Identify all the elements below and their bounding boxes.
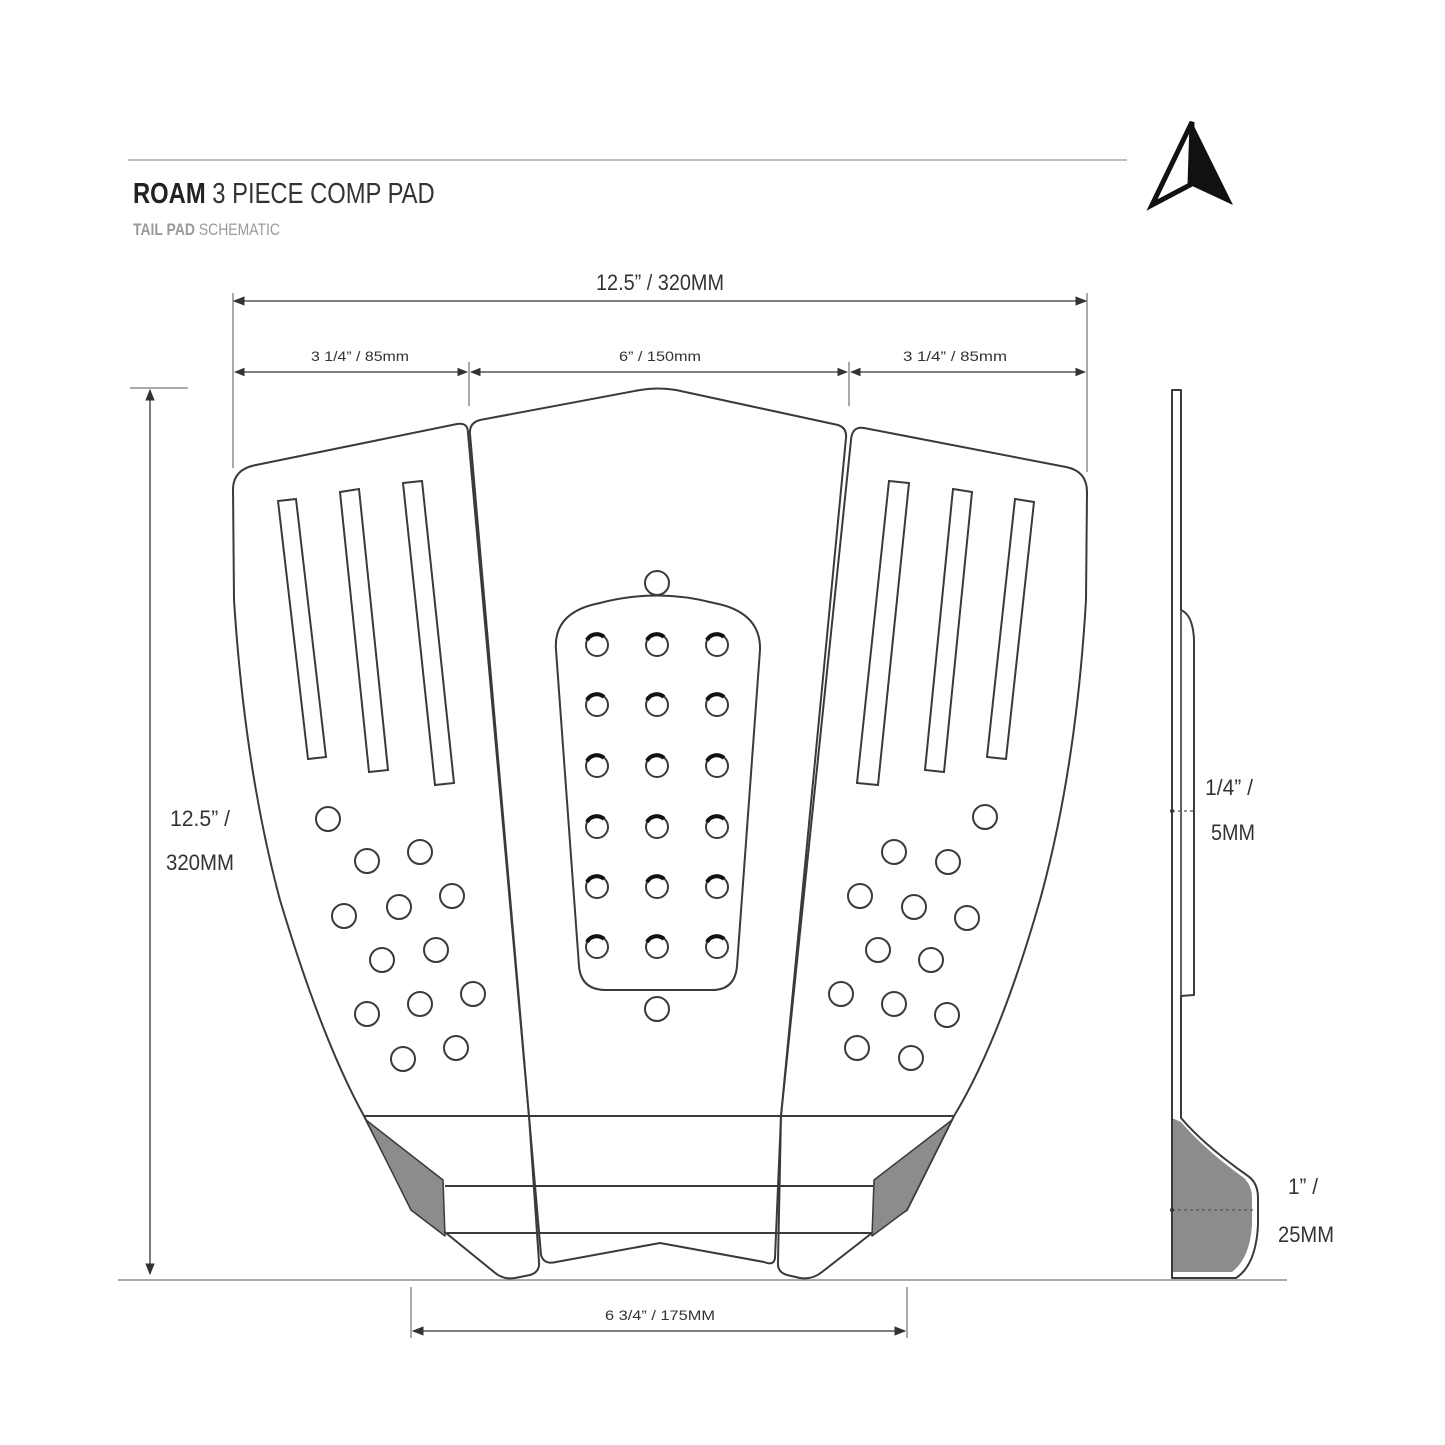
thickness-label-line1: 1/4” / (1205, 775, 1254, 800)
thickness-label-line2: 5MM (1211, 820, 1255, 845)
left-piece-width-label: 3 1/4” / 85mm (311, 348, 409, 364)
kick-label-line2: 25MM (1278, 1222, 1334, 1247)
overall-width-label: 12.5” / 320MM (596, 270, 724, 295)
height-label-line2: 320MM (166, 850, 234, 875)
kick-label-line1: 1” / (1288, 1174, 1319, 1199)
right-piece-width-label: 3 1/4” / 85mm (903, 348, 1007, 364)
center-piece-width-label: 6” / 150mm (619, 348, 701, 364)
title-brand: ROAM (133, 178, 206, 210)
bottom-width-label: 6 3/4” / 175MM (605, 1307, 715, 1323)
title-product: 3 PIECE COMP PAD (212, 178, 435, 210)
arrow-triangle-logo-icon (1152, 122, 1233, 205)
height-label-line1: 12.5” / (170, 806, 231, 831)
subtitle-rest: SCHEMATIC (198, 220, 280, 239)
subtitle-bold: TAIL PAD (133, 220, 195, 239)
